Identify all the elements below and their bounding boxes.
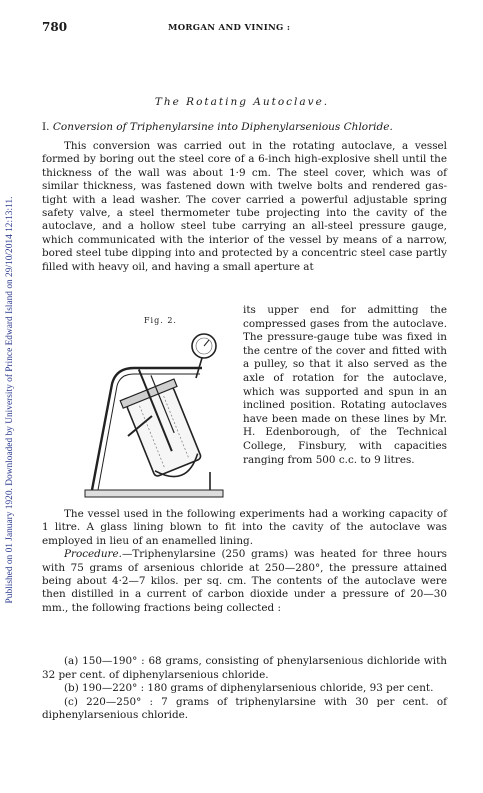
wrap-paragraph: its upper end for admitting the compressed gases from the autoclave. The pressure-gauge tube was fixed in the centre of the cover and fitted with a pulley, so that it also served as the axle of rotation for the autoclave, which was supported and spun in an inclined position. Rotating autoclaves have been made on these lines by Mr. H. Edenborough, of the Technical College, Finsbury, with capacities ranging from 500 c.c. to 9 litres. — [243, 304, 447, 466]
paragraph-text-2: The vessel used in the following experiments had a working capacity of 1 litre. A glass lining blown to fit into the cavity of the autoclave was employed in lieu of an enamelled lining. — [42, 508, 447, 547]
subsection-number: I. — [42, 121, 50, 133]
autoclave-figure — [82, 324, 228, 514]
running-head: MORGAN AND VINING : — [168, 23, 291, 33]
fraction-item: (c) 220—250° : 7 grams of triphenylarsine with 30 per cent. of diphenylarsenious chloride. — [42, 695, 447, 722]
subsection-title — [42, 121, 393, 133]
figure-label: Fig. 2. — [144, 316, 177, 325]
procedure-text: —Triphenylarsine (250 grams) was heated for three hours with 75 grams of arsenious chloride at 250—280°, the pressure attained being about 4·2—7 kilos. per sq. cm. The contents of the autoclave were then distilled in a current of carbon dioxide under a pressure of 20—30 mm., the following fractions being collected : — [42, 548, 447, 614]
subsection-title-text: Conversion of Triphenylarsine into Diphenylarsenious Chloride. — [52, 121, 393, 133]
download-watermark — [3, 0, 17, 793]
body-paragraph-1 — [42, 140, 447, 274]
page-number: 780 — [42, 20, 68, 34]
procedure-lead: Procedure. — [64, 548, 122, 561]
fractions-list — [42, 655, 447, 723]
paragraph-text: This conversion was carried out in the rotating autoclave, a vessel formed by boring out the steel core of a 6-inch high-explosive shell until the thickness of the wall was about 1·9 cm. The steel cover, which was of similar thickness, was fastened down with twelve bolts and rendered gas-tight with a lead washer. The cover carried a powerful adjustable spring safety valve, a steel thermometer tube projecting into the cavity of the autoclave, and a hollow steel tube carrying an all-steel pressure gauge, which communicated with the interior of the vessel by means of a narrow, bored steel tube dipping into and protected by a concentric steel case partly filled with heavy oil, and having a small aperture at — [42, 140, 447, 273]
figure-wrap-text — [243, 304, 447, 467]
download-watermark-text: Published on 01 January 1920. Downloaded by University of Prince Edward Island on 29/10/2014 12:13:11. — [5, 196, 15, 604]
figure-vessel — [112, 359, 208, 486]
fraction-item: (a) 150—190° : 68 grams, consisting of phenylarsenious dichloride with 32 per cent. of diphenylarsenious chloride. — [42, 655, 447, 681]
body-paragraph-2 — [42, 508, 447, 615]
section-title: The Rotating Autoclave. — [154, 96, 330, 108]
fraction-item: (b) 190—220° : 180 grams of diphenylarsenious chloride, 93 per cent. — [64, 682, 434, 695]
figure-base — [85, 490, 223, 497]
procedure-paragraph — [42, 548, 447, 615]
